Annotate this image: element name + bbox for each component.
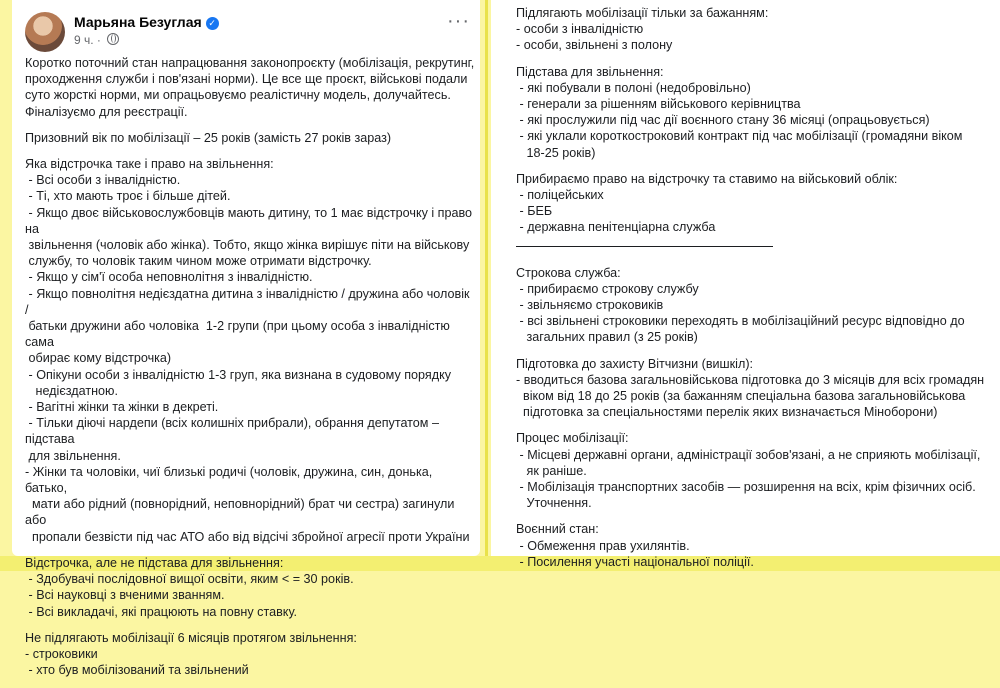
text-line: загальних правил (з 25 років) [516, 330, 698, 345]
text-line: - Обмеження прав ухилянтів. [516, 538, 690, 553]
text-line: для звільнення. [25, 448, 121, 463]
paragraph [25, 55, 475, 120]
text-line: - державна пенітенціарна служба [516, 220, 716, 235]
text-line: - генерали за рішенням військового керівництва [516, 97, 801, 112]
avatar[interactable] [25, 12, 65, 52]
text-line: - які побували в полоні (недобровільно) [516, 80, 751, 95]
text-line: проходження служби і пов'язані норми). Це все ще проєкт, військові подали [25, 72, 468, 87]
text-line: Фіналізуємо для реєстрації. [25, 104, 188, 119]
more-options-button[interactable]: ··· [447, 10, 470, 32]
post-body-left [25, 55, 475, 688]
text-line: - хто був мобілізований та звільнений [25, 663, 249, 678]
text-line: Підлягають мобілізації тільки за бажанням: [516, 6, 769, 20]
text-line: батьки дружини або чоловіка 1-2 групи (при цьому особа з інвалідністю сама [25, 319, 454, 350]
text-line: Призовний вік по мобілізації – 25 років (замість 27 років зараз) [25, 130, 392, 145]
text-line: Відстрочка, але не підстава для звільнення: [25, 555, 284, 570]
right-post-panel [491, 0, 1000, 569]
text-line: Прибираємо право на відстрочку та ставимо на військовий облік: [516, 171, 898, 186]
text-line: Воєнний стан: [516, 522, 599, 537]
post-time[interactable]: 9 ч. [74, 33, 94, 47]
verified-badge-icon: ✓ [206, 17, 219, 30]
text-line: Підготовка до захисту Вітчизни (вишкіл): [516, 356, 754, 371]
text-line: - Опікуни особи з інвалідністю 1-3 груп, яка визнана в судовому порядку [25, 367, 452, 382]
text-line: - особи, звільнені з полону [516, 38, 673, 53]
paragraph [25, 130, 475, 146]
post-header [25, 12, 470, 52]
post-body-right [516, 5, 986, 580]
text-line: - строковики [25, 646, 98, 661]
text-line: як раніше. [516, 463, 587, 478]
author-name-text[interactable]: Марьяна Безуглая [74, 14, 202, 30]
text-line: - які уклали короткостроковий контракт під час мобілізації (громадяни віком [516, 129, 963, 144]
text-line: - Якщо повнолітня недієздатна дитина з інвалідністю / дружина або чоловік / [25, 286, 474, 317]
text-line: - вводиться базова загальновійськова підготовка до 3 місяців для всіх громадян [516, 372, 985, 387]
text-line: Коротко поточний стан напрацювання законопроєкту (мобілізація, рекрутинг, [25, 56, 475, 70]
text-line: віком від 18 до 25 років (за бажанням спеціальна базова загальновійськова [516, 389, 966, 404]
text-line: - Всі особи з інвалідністю. [25, 173, 181, 188]
paragraph [516, 5, 986, 54]
text-line: обирає кому відстрочка) [25, 351, 172, 366]
text-line: суто жорсткі норми, ми опрацьовуємо реалістичну модель, долучайтесь. [25, 88, 451, 103]
globe-icon [107, 33, 119, 45]
text-line: - всі звільнені строковики переходять в мобілізаційний ресурс відповідно до [516, 314, 965, 329]
left-post-panel [12, 0, 480, 678]
text-line: пропали безвісти під час АТО або від відсічі збройної агресії проти України [25, 529, 470, 544]
text-line: службу, то чоловік таким чином може отримати відстрочку. [25, 254, 372, 269]
text-line: Уточнення. [516, 496, 592, 511]
text-line: - Вагітні жінки та жінки в декреті. [25, 400, 219, 415]
text-line: - Ті, хто мають троє і більше дітей. [25, 189, 231, 204]
text-line: Підстава для звільнення: [516, 64, 664, 79]
text-line: - Якщо двоє військовослужбовців мають дитину, то 1 має відстрочку і право на [25, 205, 476, 236]
paragraph [516, 356, 986, 421]
paragraph [516, 64, 986, 161]
text-line: - Всі викладачі, які працюють на повну ставку. [25, 604, 297, 619]
text-line: Процес мобілізації: [516, 431, 629, 446]
text-line: - які прослужили під час дії воєнного стану 36 місяці (опрацьовується) [516, 113, 930, 128]
text-line: мати або рідний (повнорідний, неповнорідний) брат чи сестра) загинули або [25, 497, 458, 528]
paragraph [516, 171, 986, 236]
text-line: - поліцейських [516, 188, 604, 203]
text-line: - Посилення участі національної поліції. [516, 554, 754, 569]
text-line: підготовка за спеціальностями перелік яких визначається Міноборони) [516, 405, 938, 420]
text-line: - Всі науковці з вченими званням. [25, 588, 225, 603]
text-line: - Місцеві державні органи, адміністрації зобов'язані, а не сприяють мобілізації, [516, 447, 981, 462]
text-line: Строкова служба: [516, 265, 621, 280]
text-line: - прибираємо строкову службу [516, 281, 699, 296]
text-line: - Жінки та чоловіки, чиї близькі родичі (чоловік, дружина, син, донька, батько, [25, 464, 436, 496]
paragraph [25, 555, 475, 620]
text-line: - Тільки діючі нардепи (всіх колишніх прибрали), обрання депутатом – підстава [25, 416, 443, 447]
paragraph [516, 430, 986, 511]
text-line: - Здобувачі послідовної вищої освіти, яким < = 30 років. [25, 572, 354, 587]
yellow-divider [485, 0, 488, 556]
text-line: недієздатною. [25, 383, 118, 398]
text-line: Яка відстрочка таке і право на звільнення: [25, 157, 274, 172]
text-line: - особи з інвалідністю [516, 22, 644, 37]
text-line: звільнення (чоловік або жінка). Тобто, якщо жінка вирішує піти на військову [25, 238, 470, 253]
text-line: - Якщо у сім'ї особа неповнолітня з інвалідністю. [25, 270, 313, 285]
paragraph [25, 156, 475, 545]
text-line: 18-25 років) [516, 145, 596, 160]
paragraph [516, 265, 986, 346]
paragraph [25, 630, 475, 679]
text-line: - БЕБ [516, 204, 553, 219]
text-line: - Мобілізація транспортних засобів — розширення на всіх, крім фізичних осіб. [516, 480, 976, 495]
post-meta: 9 ч. · [74, 33, 119, 47]
author-name[interactable] [74, 14, 219, 30]
text-line: Не підлягають мобілізації 6 місяців протягом звільнення: [25, 630, 357, 645]
paragraph [516, 521, 986, 570]
text-line: - звільняємо строковиків [516, 298, 664, 313]
horizontal-rule [516, 246, 773, 247]
